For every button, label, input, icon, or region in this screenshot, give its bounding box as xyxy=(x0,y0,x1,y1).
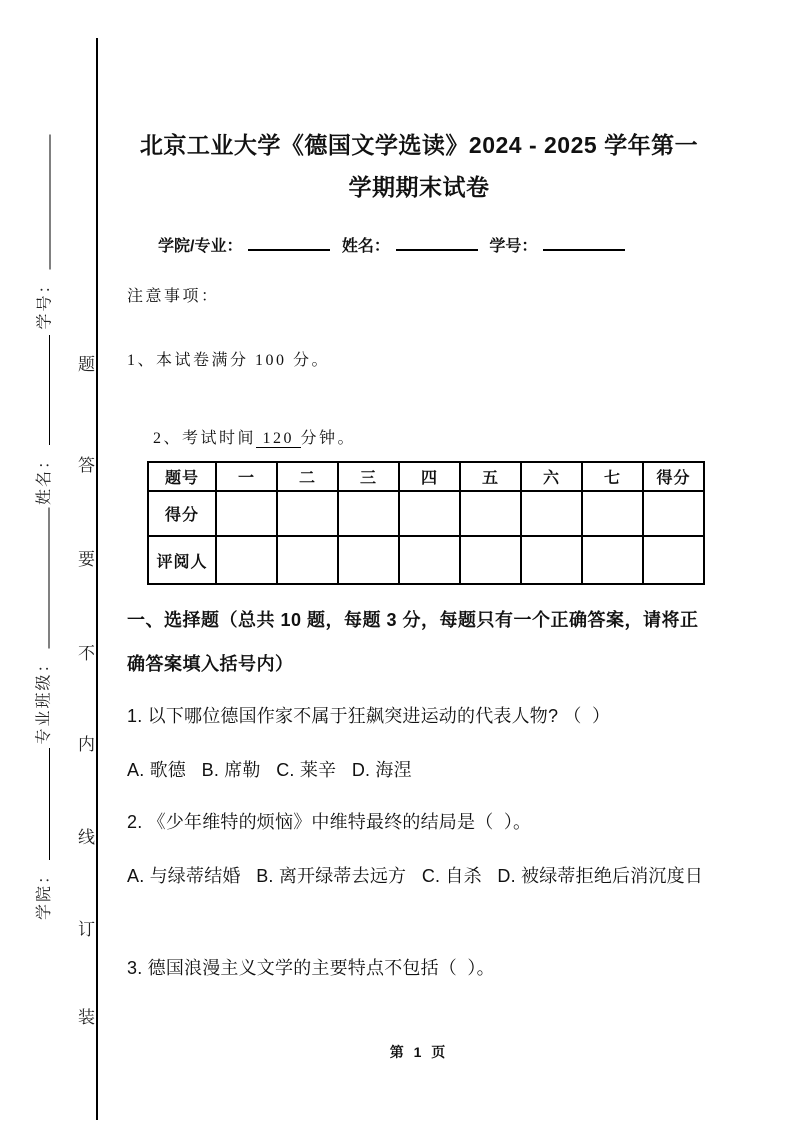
score-table-grader-row xyxy=(148,536,704,584)
score-table-header-cell: 题号 xyxy=(148,462,216,491)
name-label: 姓名： xyxy=(341,238,390,255)
page-title xyxy=(126,124,712,208)
score-row-label: 得分 xyxy=(148,491,216,536)
college-major-label: 学院/专业： xyxy=(158,238,243,255)
score-table-header-cell: 得分 xyxy=(643,462,704,491)
grader-cell-empty xyxy=(460,536,521,584)
college-major-blank xyxy=(248,236,330,251)
page-title-line-1: 北京工业大学《德国文学选读》2024 - 2025 学年第一 xyxy=(139,132,699,158)
binding-field-name xyxy=(31,335,53,505)
grader-cell-empty xyxy=(338,536,399,584)
binding-field-label: 姓名： xyxy=(35,450,53,505)
score-table-header-cell: 一 xyxy=(216,462,277,491)
binding-char: 装 xyxy=(78,1008,95,1027)
notice-item-2-prefix: 2、考试时间 xyxy=(153,430,257,447)
binding-field-label: 专业班级： xyxy=(35,654,52,745)
binding-char: 题 xyxy=(78,355,95,374)
question-2-text: 2. 《少年维特的烦恼》中维特最终的结局是（ ）。 xyxy=(127,812,532,832)
binding-line xyxy=(96,38,98,1120)
question-1-text: 1. 以下哪位德国作家不属于狂飙突进运动的代表人物? （ ） xyxy=(127,706,611,726)
score-cell-empty xyxy=(460,491,521,536)
score-table-header-cell: 六 xyxy=(521,462,582,491)
score-table-header-row xyxy=(148,462,704,491)
grader-cell-empty xyxy=(399,536,460,584)
binding-field-college xyxy=(31,748,53,920)
student-id-blank xyxy=(543,236,625,251)
binding-char: 内 xyxy=(78,735,95,754)
student-id-label: 学号： xyxy=(489,238,538,255)
score-table-score-row xyxy=(148,491,704,536)
score-cell-empty xyxy=(399,491,460,536)
notice-heading: 注意事项： xyxy=(127,288,220,305)
binding-field-student-id xyxy=(32,135,54,330)
binding-field-blank xyxy=(49,508,50,649)
grader-cell-empty xyxy=(582,536,643,584)
score-cell-empty xyxy=(521,491,582,536)
question-3-text: 3. 德国浪漫主义文学的主要特点不包括（ ）。 xyxy=(127,958,495,978)
binding-char: 要 xyxy=(78,550,95,569)
binding-char: 线 xyxy=(78,828,95,847)
score-table-header-cell: 五 xyxy=(460,462,521,491)
score-cell-empty xyxy=(277,491,338,536)
notice-item-2-suffix: 分钟。 xyxy=(300,430,357,447)
binding-field-label: 学院： xyxy=(35,865,53,920)
score-cell-empty xyxy=(582,491,643,536)
score-table-header-cell: 七 xyxy=(582,462,643,491)
binding-char: 不 xyxy=(78,644,95,663)
score-table-header-cell: 二 xyxy=(277,462,338,491)
score-cell-empty xyxy=(338,491,399,536)
binding-field-blank xyxy=(49,335,50,445)
page-number: 第 1 页 xyxy=(389,1044,449,1060)
exam-duration-underlined: 120 xyxy=(256,430,301,447)
notice-item-2 xyxy=(127,407,356,466)
notice-item-1: 1、本试卷满分 100 分。 xyxy=(127,352,331,369)
question-2-options: A. 与绿蒂结婚 B. 离开绿蒂去远方 C. 自杀 D. 被绿蒂拒绝后消沉度日 xyxy=(127,866,704,886)
binding-field-label: 学号： xyxy=(36,275,53,330)
grader-cell-empty xyxy=(216,536,277,584)
grader-cell-empty xyxy=(277,536,338,584)
question-1-options: A. 歌德 B. 席勒 C. 莱辛 D. 海涅 xyxy=(127,760,412,780)
exam-page xyxy=(126,0,712,1122)
score-cell-empty xyxy=(216,491,277,536)
grader-cell-empty xyxy=(521,536,582,584)
binding-field-blank xyxy=(50,135,51,270)
score-table-header-cell: 三 xyxy=(338,462,399,491)
grader-row-label: 评阅人 xyxy=(148,536,216,584)
name-blank xyxy=(396,236,478,251)
binding-char: 订 xyxy=(78,920,95,939)
binding-field-major-class xyxy=(31,508,53,745)
page-title-line-2: 学期期末试卷 xyxy=(348,174,490,200)
section-1-heading: 一、选择题（总共 10 题，每题 3 分，每题只有一个正确答案，请将正确答案填入括号内） xyxy=(127,610,699,674)
score-table-header-cell: 四 xyxy=(399,462,460,491)
score-cell-empty xyxy=(643,491,704,536)
student-info-row xyxy=(158,233,712,256)
binding-field-blank xyxy=(49,748,50,860)
binding-char: 答 xyxy=(78,456,95,475)
grader-cell-empty xyxy=(643,536,704,584)
score-table xyxy=(147,461,705,585)
